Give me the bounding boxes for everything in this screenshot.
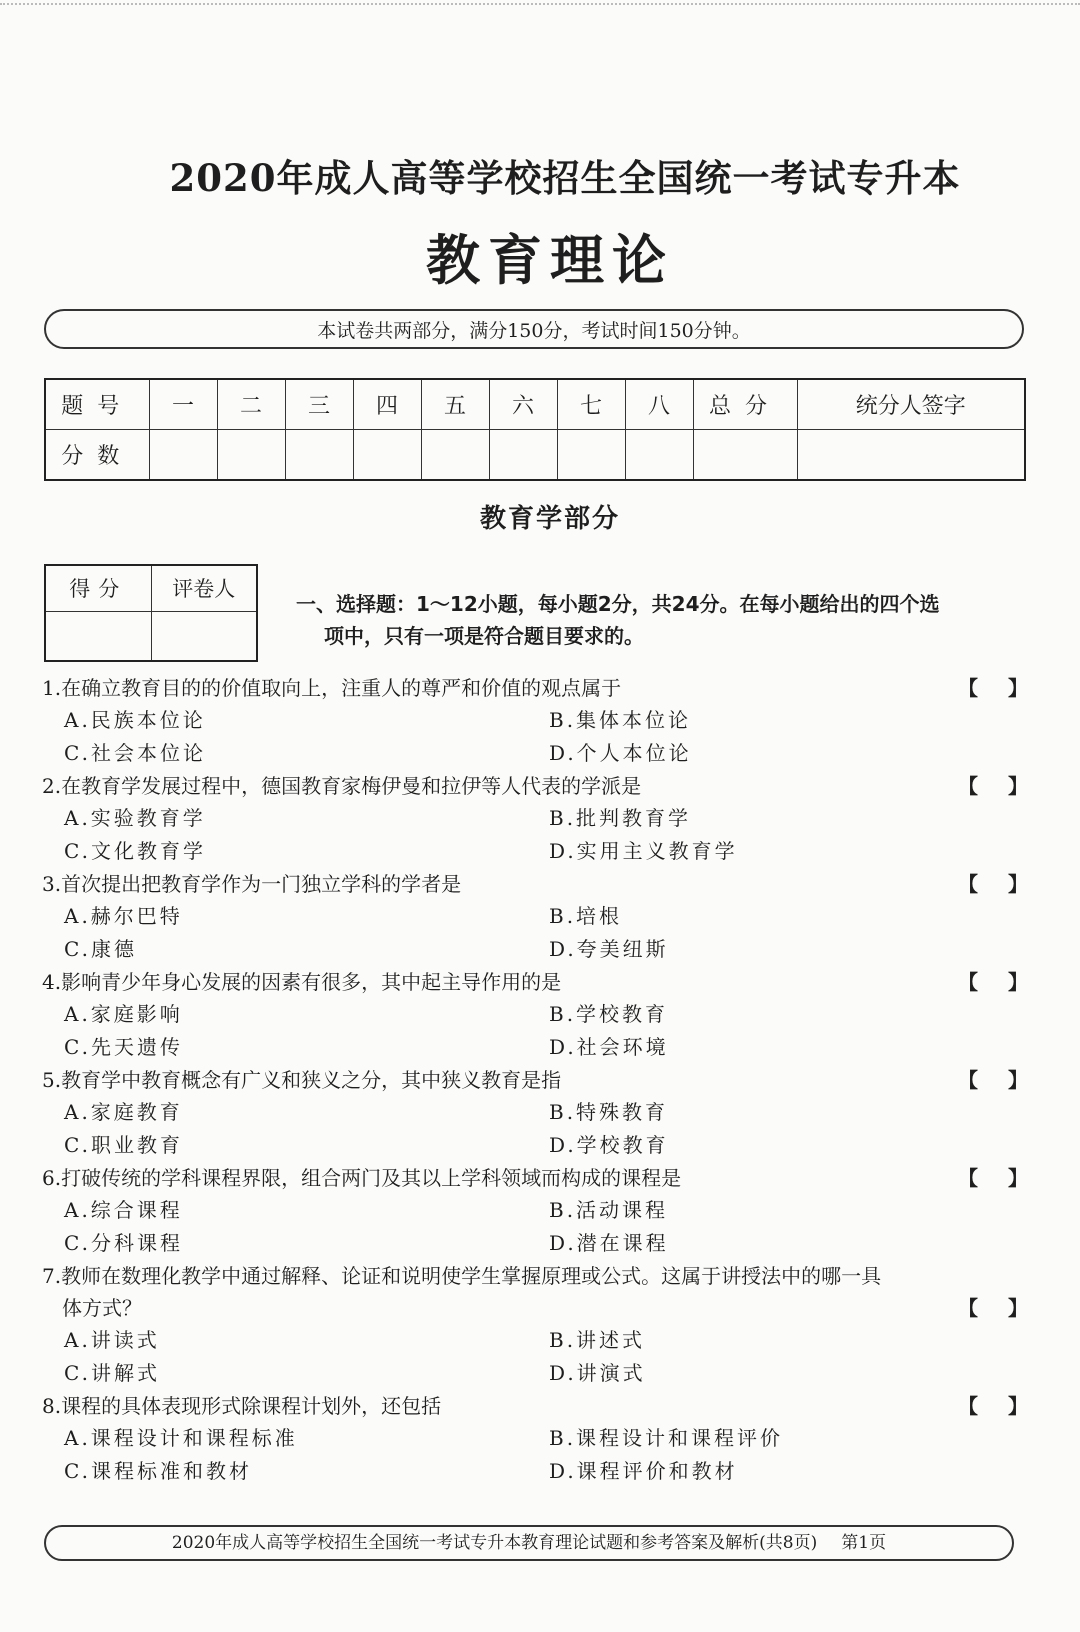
score-cell [285,430,353,481]
exam-note: 本试卷共两部分，满分150分，考试时间150分钟。 [44,309,1024,349]
instruction-line: 项中，只有一项是符合题目要求的。 [324,624,644,648]
option-b: B.讲述式 [549,1328,646,1352]
option-b: B.培根 [549,904,623,928]
score-col-total: 总分 [693,379,797,430]
score-cell-total [693,430,797,481]
score-cell [489,430,557,481]
option-b: B.批判教育学 [549,806,692,830]
option-a: A.讲读式 [64,1328,160,1352]
question-stem: 2.在教育学发展过程中，德国教育家梅伊曼和拉伊等人代表的学派是 【 】 [42,770,1032,802]
option-a: A.赫尔巴特 [64,904,183,928]
signer-label: 统分人签字 [797,379,1025,430]
option-a: A.家庭教育 [64,1100,183,1124]
option-b: B.特殊教育 [549,1100,669,1124]
exam-title: 2020年成人高等学校招生全国统一考试专升本 [169,156,961,200]
option-d: D.夸美纽斯 [549,937,669,961]
option-d: D.潜在课程 [549,1231,669,1255]
score-cell [421,430,489,481]
score-col-1: 一 [149,379,217,430]
footer-text: 2020年成人高等学校招生全国统一考试专升本教育理论试题和参考答案及解析(共8页) [171,1533,818,1553]
question-stem-line: 7.教师在数理化教学中通过解释、论证和说明使学生掌握原理或公式。这属于讲授法中的哪一具 [42,1264,882,1288]
question-number-label: 题号 [45,379,149,430]
section-title: 教育学部分 [479,504,620,534]
question-5 [42,1064,1032,1162]
grader-reviewer-label: 评卷人 [151,565,257,611]
option-d: D.讲演式 [549,1361,646,1385]
page-number: 第1页 [841,1533,887,1553]
answer-bracket: 【 】 [958,872,1028,896]
score-cell [149,430,217,481]
question-7 [42,1260,1032,1390]
score-cell [353,430,421,481]
answer-bracket: 【 】 [958,1166,1028,1190]
option-a: A.课程设计和课程标准 [64,1426,298,1450]
option-a: A.实验教育学 [64,806,206,830]
answer-bracket: 【 】 [958,676,1028,700]
answer-bracket: 【 】 [958,970,1028,994]
question-list [42,672,1032,1488]
option-d: D.个人本位论 [549,741,692,765]
option-c: C.先天遗传 [64,1035,183,1059]
option-d: D.社会环境 [549,1035,669,1059]
option-c: C.讲解式 [64,1361,160,1385]
option-c: C.康德 [64,937,137,961]
question-1 [42,672,1032,770]
option-b: B.活动课程 [549,1198,669,1222]
subject-title: 教育理论 [426,228,674,292]
score-col-3: 三 [285,379,353,430]
option-a: A.民族本位论 [64,708,206,732]
scan-edge [0,3,1080,7]
question-6 [42,1162,1032,1260]
question-stem: 3.首次提出把教育学作为一门独立学科的学者是 【 】 [42,868,1032,900]
option-c: C.职业教育 [64,1133,183,1157]
option-b: B.学校教育 [549,1002,669,1026]
question-stem: 8.课程的具体表现形式除课程计划外，还包括 【 】 [42,1390,1032,1422]
answer-bracket: 【 】 [958,1394,1028,1418]
answer-bracket: 【 】 [958,1296,1028,1320]
question-2 [42,770,1032,868]
score-col-6: 六 [489,379,557,430]
option-c: C.课程标准和教材 [64,1459,252,1483]
option-a: A.综合课程 [64,1198,183,1222]
score-table [44,378,1026,481]
score-col-8: 八 [625,379,693,430]
option-b: B.集体本位论 [549,708,692,732]
score-cell [557,430,625,481]
option-c: C.社会本位论 [64,741,206,765]
answer-bracket: 【 】 [958,774,1028,798]
option-c: C.文化教育学 [64,839,206,863]
score-label: 分数 [45,430,149,481]
answer-bracket: 【 】 [958,1068,1028,1092]
score-cell [625,430,693,481]
option-b: B.课程设计和课程评价 [549,1426,784,1450]
score-col-7: 七 [557,379,625,430]
instruction-line: 一、选择题：1～12小题，每小题2分，共24分。在每小题给出的四个选 [296,592,940,616]
option-c: C.分科课程 [64,1231,183,1255]
grader-reviewer-cell [151,611,257,661]
score-col-5: 五 [421,379,489,430]
question-3 [42,868,1032,966]
question-8 [42,1390,1032,1488]
score-col-2: 二 [217,379,285,430]
option-d: D.实用主义教育学 [549,839,738,863]
option-a: A.家庭影响 [64,1002,183,1026]
score-col-4: 四 [353,379,421,430]
option-d: D.课程评价和教材 [549,1459,738,1483]
score-cell [217,430,285,481]
question-stem-line: 体方式？ 【 】 [42,1292,1032,1324]
question-stem: 6.打破传统的学科课程界限，组合两门及其以上学科领域而构成的课程是 【 】 [42,1162,1032,1194]
grader-score-label: 得分 [45,565,151,611]
grader-score-cell [45,611,151,661]
score-table-value-row [45,430,1025,481]
question-stem: 5.教育学中教育概念有广义和狭义之分，其中狭义教育是指 【 】 [42,1064,1032,1096]
page-footer [44,1525,1014,1561]
question-stem: 4.影响青少年身心发展的因素有很多，其中起主导作用的是 【 】 [42,966,1032,998]
question-stem: 1.在确立教育目的的价值取向上，注重人的尊严和价值的观点属于 【 】 [42,672,1032,704]
grader-table [44,564,258,662]
score-table-header-row [45,379,1025,430]
signer-cell [797,430,1025,481]
option-d: D.学校教育 [549,1133,669,1157]
question-4 [42,966,1032,1064]
part-one-instruction [296,588,1026,652]
